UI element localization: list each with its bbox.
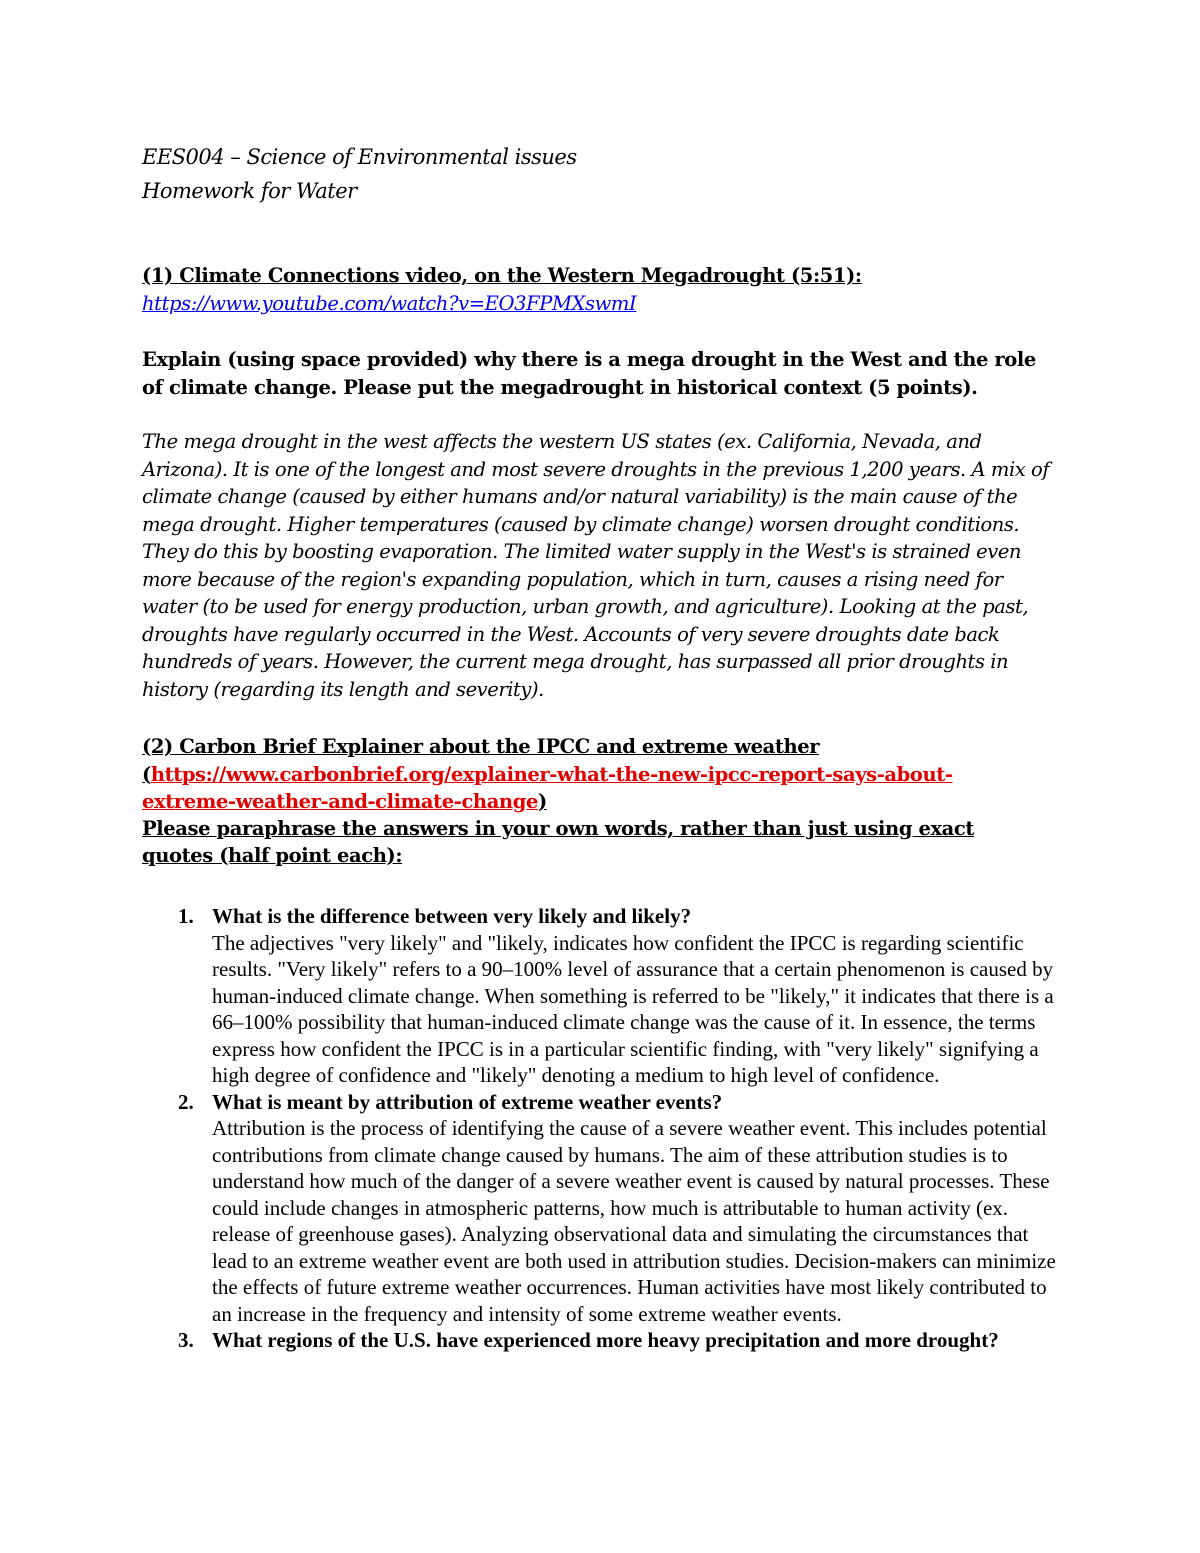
link-paren-close: ) (537, 790, 547, 813)
section-1-answer: The mega drought in the west affects the western US states (ex. California, Nevada, and Arizona). It is one of the longest and most severe droughts in the previous 1,200 years. A mix of climate change (caused by either humans and/or natural variability) is the main cause of the mega drought. Higher temperatures (caused by climate change) worsen drought conditions. They do this by boosting evaporation. The limited water supply in the West's is strained even more because of the region's expanding population, which in turn, causes a rising need for water (to be used for energy production, urban growth, and agriculture). Looking at the past, droughts have regularly occurred in the West. Accounts of very severe droughts date back hundreds of years. However, the current mega drought, has surpassed all prior droughts in history (regarding its length and severity). (142, 430, 1050, 701)
question-text: What is meant by attribution of extreme weather events? (212, 1089, 723, 1114)
course-title: EES004 – Science of Environmental issues (142, 145, 577, 169)
section-2 (142, 733, 1070, 1354)
answer-text: Attribution is the process of identifying the cause of a severe weather event. This includes potential contributions from climate change caused by humans. The aim of these attribution studies is to understand how much of the danger of a severe weather event is caused by natural processes. These could include changes in atmospheric patterns, how much is attributable to human activity (ex. release of greenhouse gases). Analyzing observational data and simulating the circumstances that lead to an extreme weather event are both used in attribution studies. Decision-makers can minimize the effects of future extreme weather occurrences. Human activities have most likely contributed to an increase in the frequency and intensity of some extreme weather events. (212, 1116, 1056, 1326)
question-text: What regions of the U.S. have experienced more heavy precipitation and more drought? (212, 1328, 999, 1352)
section-1-question: Explain (using space provided) why there is a mega drought in the West and the role of climate change. Please put the megadrought in historical context (5 points). (142, 348, 1036, 399)
list-item (178, 1089, 1070, 1328)
list-item (178, 903, 1070, 1089)
question-number: 1. (178, 904, 194, 928)
question-number: 2. (178, 1089, 194, 1114)
list-item (178, 1327, 1070, 1354)
section-2-instruction: Please paraphrase the answers in your own words, rather than just using exact quotes (half point each): (142, 817, 974, 867)
youtube-link[interactable]: https://www.youtube.com/watch?v=EO3FPMXswmI (142, 292, 637, 315)
question-list (142, 903, 1070, 1354)
assignment-title: Homework for Water (142, 179, 357, 203)
question-number: 3. (178, 1328, 194, 1352)
section-1 (142, 262, 1070, 703)
section-1-heading: (1) Climate Connections video, on the Western Megadrought (5:51): (142, 264, 862, 287)
answer-text: The adjectives "very likely" and "likely, indicates how confident the IPCC is regarding scientific results. "Very likely" refers to a 90–100% level of assurance that a certain phenomenon is caused by human-induced climate change. When something is referred to be "likely," it indicates that there is a 66–100% possibility that human-induced climate change was the cause of it. In essence, the terms express how confident the IPCC is in a particular scientific finding, with "very likely" signifying a high degree of confidence and "likely" denoting a medium to high level of confidence. (212, 930, 1054, 1087)
link-paren-open: ( (142, 763, 151, 786)
section-2-heading: (2) Carbon Brief Explainer about the IPCC and extreme weather (142, 735, 820, 758)
question-text: What is the difference between very likely and likely? (212, 904, 692, 928)
document-header (142, 140, 1070, 208)
carbonbrief-link[interactable]: https://www.carbonbrief.org/explainer-what-the-new-ipcc-report-says-about-extreme-weather-and-climate-change (142, 763, 953, 813)
section-2-link-line (142, 761, 1042, 815)
